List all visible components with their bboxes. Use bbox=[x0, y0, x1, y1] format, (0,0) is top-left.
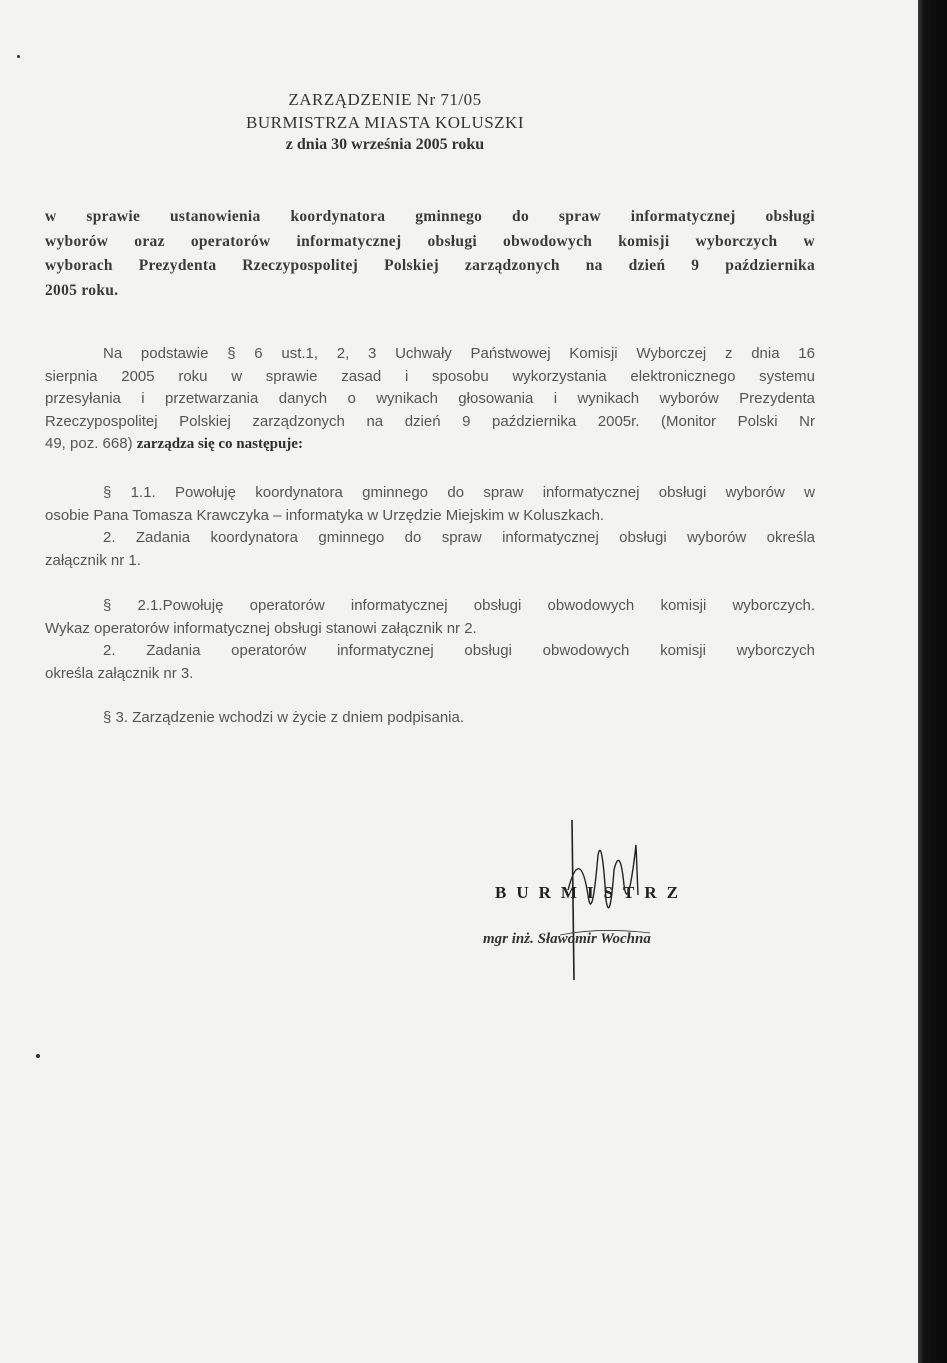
section-1-line: § 1.1. Powołuję koordynatora gminnego do spraw informatycznej obsługi wyborów w bbox=[103, 484, 815, 501]
preamble-citation: 49, poz. 668) bbox=[45, 435, 133, 453]
section-2 bbox=[45, 595, 815, 685]
subject-paragraph bbox=[45, 205, 815, 303]
section-1 bbox=[45, 482, 815, 572]
section-2-line: Wykaz operatorów informatycznej obsługi stanowi załącznik nr 2. bbox=[45, 619, 477, 637]
subject-line: wyborach Prezydenta Rzeczypospolitej Polskiej zarządzonych na dzień 9 października bbox=[45, 257, 815, 274]
preamble-line: Rzeczypospolitej Polskiej zarządzonych na dzień 9 października 2005r. (Monitor Polski Nr bbox=[45, 412, 815, 430]
preamble-decree-phrase: zarządza się co następuje: bbox=[136, 436, 303, 453]
preamble-line: Na podstawie § 6 ust.1, 2, 3 Uchwały Państwowej Komisji Wyborczej z dnia 16 bbox=[103, 345, 815, 362]
section-1-line: 2. Zadania koordynatora gminnego do spraw informatycznej obsługi wyborów określa bbox=[103, 529, 815, 547]
section-3-line: § 3. Zarządzenie wchodzi w życie z dniem podpisania. bbox=[103, 709, 465, 726]
handwritten-signature bbox=[540, 815, 680, 985]
signature-name: mgr inż. Sławomir Wochna bbox=[483, 931, 651, 947]
document-date: z dnia 30 września 2005 roku bbox=[285, 136, 485, 153]
section-2-line: określa załącznik nr 3. bbox=[45, 664, 194, 682]
section-2-line: § 2.1.Powołuję operatorów informatycznej obsługi obwodowych komisji wyborczych. bbox=[103, 597, 815, 614]
preamble-line: sierpnia 2005 roku w sprawie zasad i sposobu wykorzystania elektronicznego systemu bbox=[45, 367, 815, 385]
section-1-line: osobie Pana Tomasza Krawczyka – informatyka w Urzędzie Miejskim w Koluszkach. bbox=[45, 506, 605, 524]
subject-line: wyborów oraz operatorów informatycznej obsługi obwodowych komisji wyborczych w bbox=[45, 232, 815, 250]
preamble-last-line bbox=[45, 433, 815, 456]
issuer-title: BURMISTRZA MIASTA KOLUSZKI bbox=[246, 113, 524, 132]
signature-title: BURMISTRZ bbox=[495, 883, 688, 902]
preamble-line: przesyłania i przetwarzania danych o wynikach głosowania i wynikach wyborów Prezydenta bbox=[45, 390, 815, 408]
preamble-paragraph bbox=[45, 343, 815, 456]
scan-edge-shadow bbox=[918, 0, 947, 1363]
subject-line: w sprawie ustanowienia koordynatora gminnego do spraw informatycznej obsługi bbox=[45, 208, 815, 225]
subject-line: 2005 roku. bbox=[45, 281, 119, 299]
scan-speck bbox=[36, 1054, 40, 1058]
section-3 bbox=[45, 707, 815, 730]
section-2-line: 2. Zadania operatorów informatycznej obsługi obwodowych komisji wyborczych bbox=[103, 642, 815, 660]
section-1-line: załącznik nr 1. bbox=[45, 551, 141, 569]
document-title: ZARZĄDZENIE Nr 71/05 bbox=[288, 90, 482, 109]
scan-speck bbox=[17, 55, 20, 58]
